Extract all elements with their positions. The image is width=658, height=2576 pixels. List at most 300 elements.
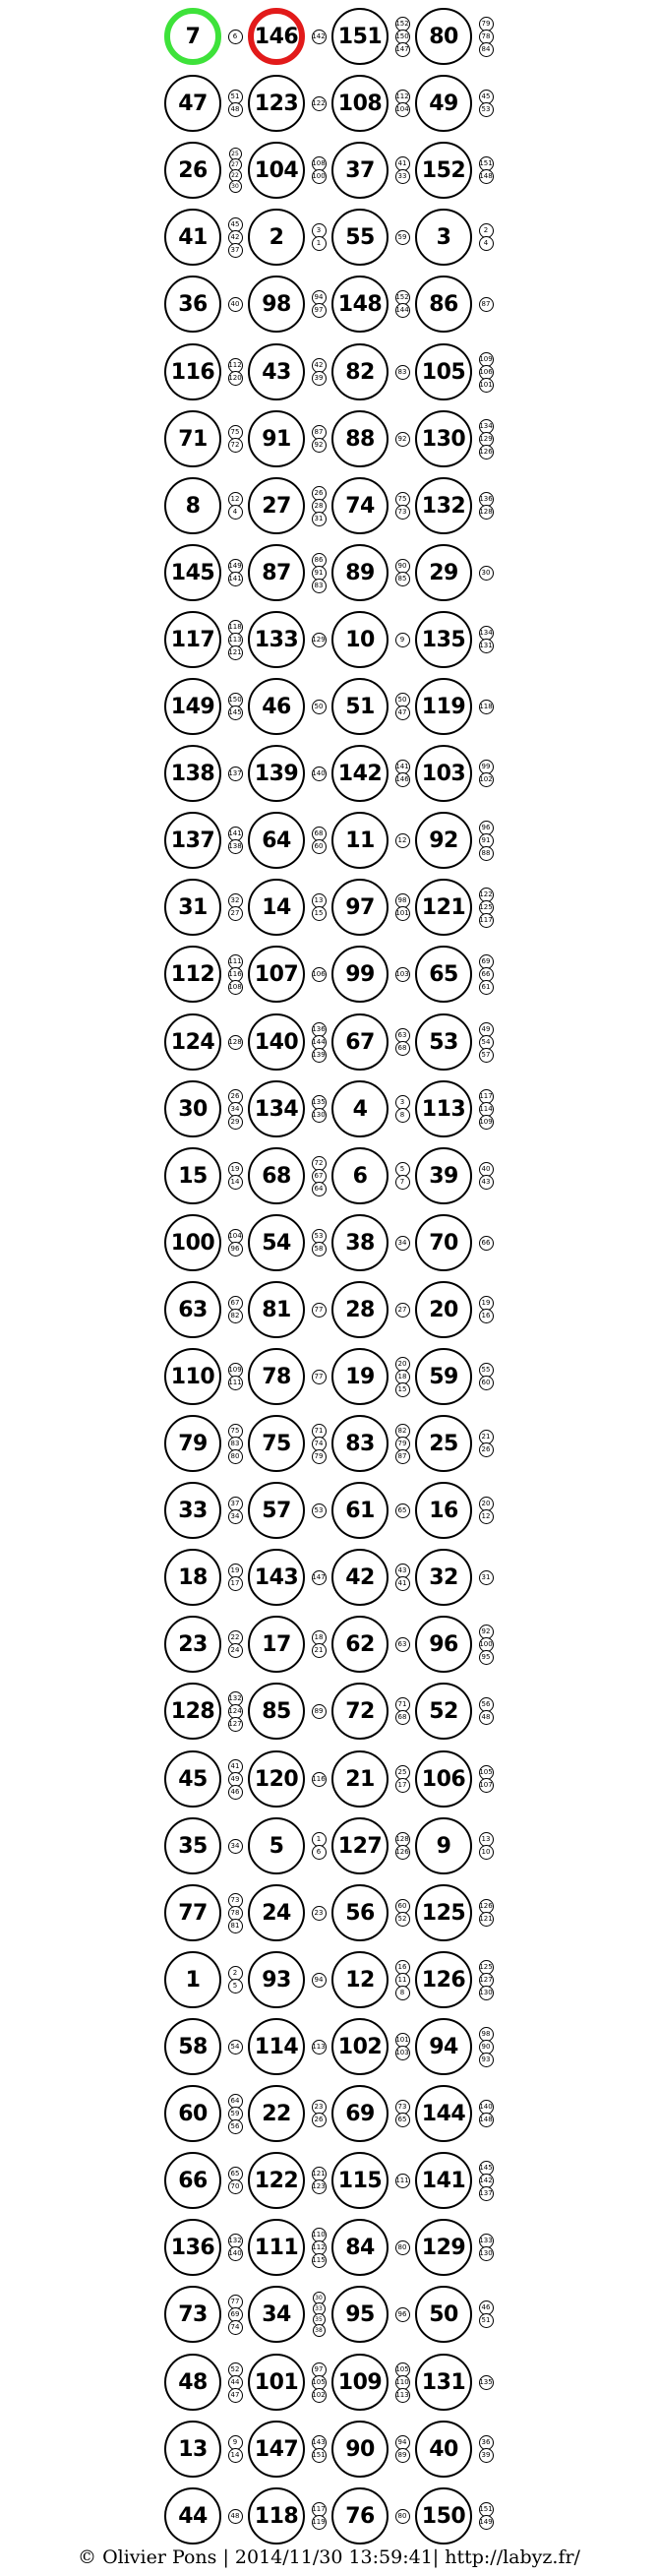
maze-node[interactable]: 133 (248, 611, 305, 668)
maze-node[interactable]: 57 (248, 1482, 305, 1539)
maze-node[interactable]: 53 (415, 1013, 472, 1071)
maze-node[interactable]: 103 (415, 745, 472, 802)
maze-node[interactable]: 142 (331, 745, 389, 802)
link-number: 15 (312, 906, 327, 921)
maze-node[interactable]: 33 (164, 1482, 221, 1539)
maze-node[interactable]: 73 (164, 2286, 221, 2343)
link-number: 92 (395, 432, 410, 447)
maze-node[interactable]: 5 (248, 1817, 305, 1874)
maze-node[interactable]: 125 (415, 1884, 472, 1941)
maze-node[interactable]: 136 (164, 2219, 221, 2276)
link-list (475, 276, 497, 333)
maze-node[interactable]: 131 (415, 2354, 472, 2411)
maze-node[interactable]: 9 (415, 1817, 472, 1874)
maze-node[interactable]: 144 (415, 2085, 472, 2142)
link-list (475, 1683, 497, 1740)
link-list (475, 2219, 497, 2276)
link-list (224, 2152, 246, 2209)
link-number: 132 (228, 1691, 243, 1706)
link-number: 11 (395, 1973, 410, 1988)
link-number: 58 (312, 1242, 327, 1257)
link-number: 129 (312, 633, 327, 647)
link-number: 73 (395, 505, 410, 520)
maze-node[interactable]: 140 (248, 1013, 305, 1071)
maze-node[interactable]: 11 (331, 812, 389, 869)
maze-node[interactable]: 13 (164, 2421, 221, 2478)
link-number: 92 (479, 1625, 494, 1639)
link-number: 111 (228, 954, 243, 969)
link-number: 70 (228, 2179, 243, 2194)
maze-node[interactable]: 149 (164, 678, 221, 735)
link-number: 126 (479, 1899, 494, 1914)
maze-node[interactable]: 124 (164, 1013, 221, 1071)
link-number: 117 (312, 2502, 327, 2517)
link-number: 111 (395, 2174, 410, 2188)
maze-node[interactable]: 36 (164, 276, 221, 333)
link-number: 65 (395, 1503, 410, 1518)
maze-node[interactable]: 82 (331, 343, 389, 400)
link-number: 82 (228, 1309, 243, 1323)
link-list (224, 611, 246, 668)
maze-node[interactable]: 66 (164, 2152, 221, 2209)
link-number: 116 (312, 1772, 327, 1787)
link-number: 47 (228, 2388, 243, 2403)
link-number: 131 (479, 639, 494, 653)
maze-node[interactable]: 145 (164, 544, 221, 601)
link-list (391, 1683, 413, 1740)
link-number: 94 (395, 2435, 410, 2450)
maze-node[interactable]: 106 (415, 1750, 472, 1808)
link-list (224, 745, 246, 802)
link-number: 67 (312, 1169, 327, 1184)
link-list (475, 1549, 497, 1606)
maze-node[interactable]: 21 (331, 1750, 389, 1808)
link-number: 114 (479, 1102, 494, 1117)
link-number: 18 (312, 1630, 327, 1645)
maze-node[interactable]: 65 (415, 946, 472, 1003)
maze-node[interactable]: 89 (331, 544, 389, 601)
maze-node[interactable]: 51 (331, 678, 389, 735)
link-list (224, 946, 246, 1003)
maze-node[interactable]: 143 (248, 1549, 305, 1606)
link-list (224, 142, 246, 199)
link-number: 94 (312, 290, 327, 305)
maze-node[interactable]: 22 (248, 2085, 305, 2142)
maze-node[interactable]: 79 (164, 1415, 221, 1472)
link-number: 77 (312, 1370, 327, 1384)
maze-node[interactable]: 80 (415, 8, 472, 65)
link-number: 23 (312, 1906, 327, 1921)
link-list (475, 2018, 497, 2075)
maze-node[interactable]: 101 (248, 2354, 305, 2411)
link-number: 137 (228, 767, 243, 781)
link-list (391, 2421, 413, 2478)
maze-node[interactable]: 38 (331, 1214, 389, 1271)
maze-node[interactable]: 91 (248, 410, 305, 467)
maze-node[interactable]: 54 (248, 1214, 305, 1271)
link-list (308, 2487, 329, 2545)
link-number: 118 (228, 620, 243, 635)
maze-node[interactable]: 26 (164, 142, 221, 199)
link-number: 110 (312, 2228, 327, 2242)
link-number: 105 (312, 2375, 327, 2390)
link-number: 51 (479, 2313, 494, 2328)
link-number: 61 (479, 980, 494, 995)
maze-node[interactable]: 152 (415, 142, 472, 199)
maze-node[interactable]: 4 (331, 1080, 389, 1137)
maze-node[interactable]: 56 (331, 1884, 389, 1941)
maze-node[interactable]: 107 (248, 946, 305, 1003)
maze-node[interactable]: 8 (164, 477, 221, 534)
maze-node[interactable]: 132 (415, 477, 472, 534)
maze-node[interactable]: 25 (415, 1415, 472, 1472)
maze-node[interactable]: 40 (415, 2421, 472, 2478)
link-list (475, 2286, 497, 2343)
maze-node[interactable]: 69 (331, 2085, 389, 2142)
footer-credit: © Olivier Pons | 2014/11/30 13:59:41| http://labyz.fr/ (78, 2546, 580, 2568)
maze-node[interactable]: 108 (331, 75, 389, 132)
link-number: 5 (395, 1162, 410, 1177)
link-list (391, 477, 413, 534)
link-list (391, 209, 413, 266)
maze-node[interactable]: 35 (164, 1817, 221, 1874)
link-number: 43 (479, 1175, 494, 1190)
link-number: 67 (228, 1296, 243, 1311)
link-number: 33 (395, 169, 410, 184)
link-number: 26 (228, 1089, 243, 1104)
link-number: 87 (395, 1449, 410, 1464)
maze-node[interactable]: 59 (415, 1348, 472, 1405)
maze-node[interactable]: 117 (164, 611, 221, 668)
maze-node[interactable]: 118 (248, 2487, 305, 2545)
link-number: 53 (312, 1503, 327, 1518)
link-number: 89 (312, 1704, 327, 1719)
link-list (475, 75, 497, 132)
maze-node[interactable]: 137 (164, 812, 221, 869)
link-number: 47 (395, 705, 410, 720)
link-number: 34 (228, 1839, 243, 1854)
link-number: 60 (479, 1376, 494, 1390)
link-list (308, 477, 329, 534)
maze-node[interactable]: 99 (331, 946, 389, 1003)
maze-node[interactable]: 87 (248, 544, 305, 601)
link-number: 105 (395, 2362, 410, 2377)
link-list (475, 8, 497, 65)
maze-node[interactable]: 95 (331, 2286, 389, 2343)
link-number: 46 (479, 2300, 494, 2315)
link-list (475, 1482, 497, 1539)
maze-node[interactable]: 85 (248, 1683, 305, 1740)
link-list (224, 1348, 246, 1405)
maze-node[interactable]: 83 (331, 1415, 389, 1472)
maze-node[interactable]: 141 (415, 2152, 472, 2209)
maze-node[interactable]: 114 (248, 2018, 305, 2075)
link-number: 148 (479, 169, 494, 184)
link-number: 51 (228, 90, 243, 104)
link-number: 32 (228, 893, 243, 908)
link-number: 134 (479, 419, 494, 434)
link-number: 53 (479, 102, 494, 117)
link-list (475, 812, 497, 869)
maze-node[interactable]: 61 (331, 1482, 389, 1539)
maze-node[interactable]: 86 (415, 276, 472, 333)
link-number: 1 (312, 1832, 327, 1847)
maze-node[interactable]: 3 (415, 209, 472, 266)
maze-node[interactable]: 14 (248, 879, 305, 936)
maze-node[interactable]: 23 (164, 1616, 221, 1673)
link-list (391, 1884, 413, 1941)
link-number: 125 (479, 900, 494, 915)
link-number: 142 (479, 2174, 494, 2188)
maze-node[interactable]: 39 (415, 1147, 472, 1204)
maze-node[interactable]: 135 (415, 611, 472, 668)
maze-node[interactable]: 70 (415, 1214, 472, 1271)
link-number: 56 (228, 2119, 243, 2134)
maze-node[interactable]: 19 (331, 1348, 389, 1405)
maze-node[interactable]: 24 (248, 1884, 305, 1941)
link-list (308, 8, 329, 65)
link-number: 98 (479, 2027, 494, 2042)
maze-node[interactable]: 55 (331, 209, 389, 266)
link-list (391, 1817, 413, 1874)
maze-node[interactable]: 92 (415, 812, 472, 869)
maze-node[interactable]: 98 (248, 276, 305, 333)
maze-node[interactable]: 105 (415, 343, 472, 400)
link-number: 123 (312, 2179, 327, 2194)
maze-node[interactable]: 97 (331, 879, 389, 936)
link-number: 145 (479, 2161, 494, 2176)
link-list (308, 946, 329, 1003)
maze-node[interactable]: 94 (415, 2018, 472, 2075)
maze-node[interactable]: 102 (331, 2018, 389, 2075)
maze-node[interactable]: 111 (248, 2219, 305, 2276)
link-number: 128 (228, 1035, 243, 1050)
link-number: 30 (229, 180, 242, 193)
maze-node[interactable]: 115 (331, 2152, 389, 2209)
link-number: 119 (312, 2515, 327, 2530)
link-number: 68 (395, 1041, 410, 1056)
maze-node[interactable]: 6 (331, 1147, 389, 1204)
maze-node[interactable]: 48 (164, 2354, 221, 2411)
maze-node[interactable]: 109 (331, 2354, 389, 2411)
link-number: 60 (395, 1899, 410, 1914)
link-number: 48 (228, 102, 243, 117)
maze-node[interactable]: 120 (248, 1750, 305, 1808)
maze-node[interactable]: 104 (248, 142, 305, 199)
maze-node[interactable]: 46 (248, 678, 305, 735)
link-number: 75 (228, 1424, 243, 1439)
link-number: 79 (479, 17, 494, 31)
maze-node[interactable]: 90 (331, 2421, 389, 2478)
link-number: 18 (395, 1370, 410, 1384)
link-number: 127 (479, 1973, 494, 1988)
maze-node[interactable]: 50 (415, 2286, 472, 2343)
maze-node[interactable]: 112 (164, 946, 221, 1003)
link-number: 53 (312, 1229, 327, 1244)
maze-node[interactable]: 30 (164, 1080, 221, 1137)
maze-node[interactable]: 64 (248, 812, 305, 869)
link-list (475, 1415, 497, 1472)
link-list (308, 745, 329, 802)
maze-node[interactable]: 78 (248, 1348, 305, 1405)
link-number: 116 (228, 967, 243, 982)
maze-node[interactable]: 121 (415, 879, 472, 936)
link-number: 73 (228, 1893, 243, 1908)
link-list (391, 2085, 413, 2142)
link-list (308, 1817, 329, 1874)
link-list (224, 1415, 246, 1472)
maze-node[interactable]: 63 (164, 1281, 221, 1338)
maze-node[interactable]: 17 (248, 1616, 305, 1673)
maze-node[interactable]: 52 (415, 1683, 472, 1740)
maze-node[interactable]: 74 (331, 477, 389, 534)
maze-node[interactable]: 34 (248, 2286, 305, 2343)
maze-node[interactable]: 41 (164, 209, 221, 266)
link-number: 49 (479, 1022, 494, 1037)
link-list (224, 2421, 246, 2478)
link-number: 9 (395, 633, 410, 647)
maze-node[interactable]: 32 (415, 1549, 472, 1606)
link-number: 37 (228, 243, 243, 258)
maze-node[interactable]: 15 (164, 1147, 221, 1204)
maze-node[interactable]: 10 (331, 611, 389, 668)
maze-node[interactable]: 1 (164, 1951, 221, 2008)
link-list (308, 879, 329, 936)
maze-node[interactable]: 100 (164, 1214, 221, 1271)
maze-node[interactable]: 122 (248, 2152, 305, 2209)
link-list (475, 1013, 497, 1071)
maze-node[interactable]: 18 (164, 1549, 221, 1606)
maze-node[interactable]: 42 (331, 1549, 389, 1606)
maze-node[interactable]: 129 (415, 2219, 472, 2276)
maze-node[interactable]: 49 (415, 75, 472, 132)
maze-node[interactable]: 84 (331, 2219, 389, 2276)
link-number: 43 (395, 1564, 410, 1578)
link-list (475, 2152, 497, 2209)
maze-node[interactable]: 60 (164, 2085, 221, 2142)
maze-node[interactable]: 130 (415, 410, 472, 467)
link-number: 5 (228, 1979, 243, 1993)
maze-node[interactable]: 12 (331, 1951, 389, 2008)
maze-node[interactable]: 77 (164, 1884, 221, 1941)
link-number: 143 (312, 2435, 327, 2450)
link-number: 73 (395, 2100, 410, 2115)
maze-node[interactable]: 116 (164, 343, 221, 400)
link-number: 113 (312, 2040, 327, 2055)
link-number: 75 (228, 425, 243, 440)
link-number: 151 (312, 2448, 327, 2463)
maze-node[interactable]: 110 (164, 1348, 221, 1405)
maze-node[interactable]: 113 (415, 1080, 472, 1137)
maze-node[interactable]: 150 (415, 2487, 472, 2545)
maze-node[interactable]: 76 (331, 2487, 389, 2545)
link-list (308, 1013, 329, 1071)
link-number: 129 (479, 432, 494, 447)
link-list (224, 276, 246, 333)
maze-node[interactable]: 134 (248, 1080, 305, 1137)
link-list (391, 343, 413, 400)
link-number: 83 (395, 365, 410, 380)
link-number: 117 (479, 913, 494, 928)
link-number: 101 (395, 2033, 410, 2048)
link-list (475, 1951, 497, 2008)
maze-node[interactable]: 44 (164, 2487, 221, 2545)
maze-node[interactable]: 27 (248, 477, 305, 534)
start-node[interactable]: 7 (164, 8, 221, 65)
maze-node[interactable]: 128 (164, 1683, 221, 1740)
link-number: 59 (395, 230, 410, 245)
maze-node[interactable]: 88 (331, 410, 389, 467)
goal-node[interactable]: 146 (248, 8, 305, 65)
maze-node[interactable]: 62 (331, 1616, 389, 1673)
link-number: 127 (228, 1717, 243, 1732)
link-number: 117 (479, 1089, 494, 1104)
link-number: 130 (479, 2246, 494, 2261)
link-number: 88 (479, 846, 494, 861)
maze-node[interactable]: 16 (415, 1482, 472, 1539)
maze-node[interactable]: 2 (248, 209, 305, 266)
link-list (224, 410, 246, 467)
maze-node[interactable]: 151 (331, 8, 389, 65)
maze-node[interactable]: 43 (248, 343, 305, 400)
maze-node[interactable]: 119 (415, 678, 472, 735)
link-list (308, 1080, 329, 1137)
link-list (224, 1214, 246, 1271)
maze-node[interactable]: 93 (248, 1951, 305, 2008)
maze-node[interactable]: 45 (164, 1750, 221, 1808)
maze-node[interactable]: 148 (331, 276, 389, 333)
maze-node[interactable]: 58 (164, 2018, 221, 2075)
link-number: 56 (479, 1697, 494, 1712)
maze-node[interactable]: 75 (248, 1415, 305, 1472)
link-number: 126 (479, 445, 494, 460)
maze-node[interactable]: 37 (331, 142, 389, 199)
link-number: 104 (395, 102, 410, 117)
link-number: 6 (312, 1845, 327, 1860)
maze-node[interactable]: 126 (415, 1951, 472, 2008)
link-list (224, 209, 246, 266)
maze-node[interactable]: 72 (331, 1683, 389, 1740)
link-number: 141 (228, 572, 243, 586)
maze-node[interactable]: 139 (248, 745, 305, 802)
maze-node[interactable]: 138 (164, 745, 221, 802)
maze-node[interactable]: 67 (331, 1013, 389, 1071)
maze-node[interactable]: 147 (248, 2421, 305, 2478)
maze-node[interactable]: 31 (164, 879, 221, 936)
link-list (224, 8, 246, 65)
link-number: 136 (312, 1022, 327, 1037)
maze-node[interactable]: 28 (331, 1281, 389, 1338)
link-number: 141 (228, 827, 243, 841)
link-number: 151 (479, 2502, 494, 2517)
maze-node[interactable]: 29 (415, 544, 472, 601)
maze-node[interactable]: 20 (415, 1281, 472, 1338)
maze-node[interactable]: 47 (164, 75, 221, 132)
link-number: 24 (228, 1643, 243, 1658)
link-number: 26 (312, 486, 327, 501)
maze-node[interactable]: 71 (164, 410, 221, 467)
maze-node[interactable]: 123 (248, 75, 305, 132)
link-number: 45 (228, 217, 243, 232)
link-list (308, 812, 329, 869)
link-number: 31 (479, 1570, 494, 1585)
maze-node[interactable]: 127 (331, 1817, 389, 1874)
link-number: 112 (228, 358, 243, 373)
maze-node[interactable]: 96 (415, 1616, 472, 1673)
maze-node[interactable]: 81 (248, 1281, 305, 1338)
maze-node[interactable]: 68 (248, 1147, 305, 1204)
link-number: 39 (312, 371, 327, 386)
